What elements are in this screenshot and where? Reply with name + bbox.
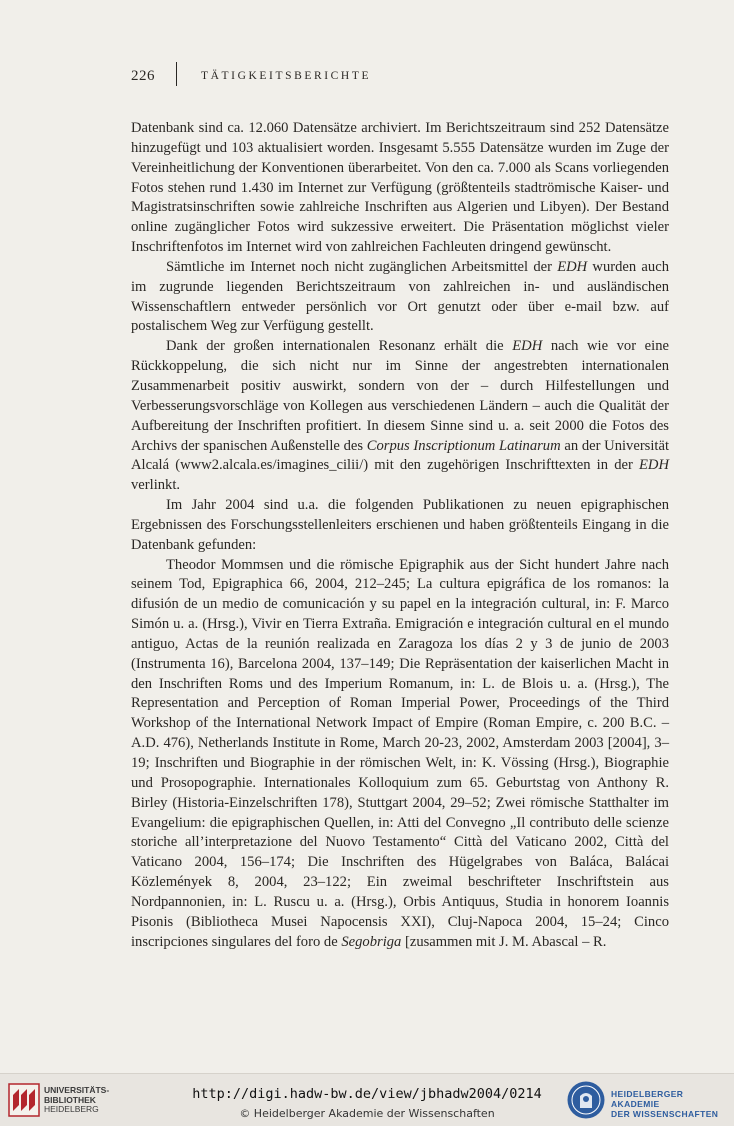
academy-name: [611, 1089, 734, 1119]
paragraph-4: Im Jahr 2004 sind u.a. die folgenden Publikationen zu neuen epigraphischen Ergebnissen des Forschungsstellenleiters erschienen und haben größtenteils Eingang in die Datenbank gefunden:: [131, 497, 669, 553]
italic-term: EDH: [512, 338, 543, 355]
header-divider: [176, 62, 177, 86]
italic-term: Segobriga: [341, 933, 402, 950]
paragraph-1: Datenbank sind ca. 12.060 Datensätze archiviert. Im Berichtszeitraum sind 252 Datensätze hinzugefügt und 103 aktualisiert worden. Insgesamt 5.555 Datensätze wurden im Zuge der Vereinheitlichung der Konventionen überarbeitet. Von den ca. 7.000 als Scans vorliegenden Fotos stehen rund 1.430 im Internet zur Verfügung (größtenteils stadtrömische Kaiser- und Magistratsinschriften sowie zahlreiche Inschriften aus Algerien und Libyen). Der Bestand online zugänglicher Fotos wird sukzessive erweitert. Die Präsentation möglichst vieler Inschriftenfotos im Internet wird von zahlreichen Fachleuten dringend gewünscht.: [131, 120, 669, 256]
running-head: TÄTIGKEITSBERICHTE: [201, 70, 372, 82]
library-name-line: HEIDELBERG: [44, 1104, 99, 1114]
paragraph-5: Theodor Mommsen und die römische Epigraphik aus der Sicht hundert Jahre nach seinem Tod, Epigraphica 66, 2004, 212–245; La cultura epigráfica de los romanos: la difusión de un medio de comunicación y su papel en la integración cultural, in: F. Marco Simón u. a. (Hrsg.), Vivir en Tierra Extraña. Emigración e integración cultural en el mundo antiguo, Actas de la reunión realizada en Zaragoza los días 2 y 3 de junio de 2003 (Instrumenta 16), Barcelona 2004, 137–149; Die Repräsentation der kaiserlichen Macht in den Inschriften Roms und des Imperium Romanum, in: L. de Blois u. a. (Hrsg.), The Representation and Perception of Roman Imperial Power, Proceedings of the Third Workshop of the International Network Impact of Empire (Roman Empire, c. 200 B.C. – A.D. 476), Netherlands Institute in Rome, March 20-23, 2002, Amsterdam 2003 [2004], 3–19; Inschriften und Biographie in der römischen Welt, in: K. Vössing (Hrsg.), Biographie und Prosopographie. Internationales Kolloquium zum 65. Geburtstag von Anthony R. Birley (Historia-Einzelschriften 178), Stuttgart 2004, 29–52; Zwei römische Statthalter im Evangelium: die epigraphischen Quellen, in: Atti del Convegno „Il contributo delle scienze storiche all’interpretazione del Nuovo Testamento“ Città del Vaticano 2002, Città del Vaticano 2004, 156–174; Die Inschriften des Hügelgrabes von Baláca, Balácai Közlemények 8, 2004, 23–122; Ein zweimal beschrifteter Inschriftstein aus Nordpannonien, in: L. Ruscu u. a. (Hrsg.), Orbis Antiquus, Studia in honorem Ioannis Pisonis (Bibliotheca Musei Napocensis XXI), Cluj-Napoca 2004, 15–24; Cinco inscripciones singulares del foro de Segobriga [zusammen mit J. M. Abascal – R.: [131, 556, 669, 950]
page-header: [131, 62, 634, 92]
italic-term: EDH: [557, 258, 588, 275]
academy-name-line: HEIDELBERGER AKADEMIE: [611, 1089, 684, 1109]
copyright-notice: © Heidelberger Akademie der Wissenschaften: [239, 1107, 495, 1120]
paragraph-3: Dank der großen internationalen Resonanz erhält die EDH nach wie vor eine Rückkoppelung, die sich nicht nur im Sinne der angestrebten internationalen Zusammenarbeit positiv auswirkt, sondern von der – durch Hilfestellungen und Verbesserungsvorschläge von Kollegen aus verschiedenen Ländern – auch die Qualität der Aufbereitung der Inschriften profitiert. In diesem Sinne sind u. a. seit 2000 die Fotos des Archivs der spanischen Außenstelle des Corpus Inscriptionum Latinarum an der Universität Alcalá (www2.alcala.es/imagines_cilii/) mit den zugehörigen Inschrifttexten in der EDH verlinkt.: [131, 338, 669, 494]
body-text: [131, 119, 669, 952]
library-name-line: UNIVERSITÄTS-: [44, 1085, 110, 1095]
academy-name-line: DER WISSENSCHAFTEN: [611, 1109, 719, 1119]
page-number: 226: [131, 68, 155, 84]
footer-bar: [0, 1073, 734, 1126]
permalink-url[interactable]: http://digi.hadw-bw.de/view/jbhadw2004/0214: [192, 1086, 542, 1102]
italic-term: EDH: [639, 457, 669, 474]
paragraph-2: Sämtliche im Internet noch nicht zugänglichen Arbeitsmittel der EDH wurden auch im zugrunde liegenden Berichtszeitraum von zahlreichen in- und ausländischen Wissenschaftlern entweder persönlich vor Ort genutzt oder über e-mail bzw. auf postalischem Weg zur Verfügung gestellt.: [131, 258, 669, 335]
library-name-line: BIBLIOTHEK: [44, 1094, 96, 1105]
academy-seal-icon: [566, 1080, 606, 1120]
italic-term: Corpus Inscriptionum Latinarum: [366, 437, 561, 454]
